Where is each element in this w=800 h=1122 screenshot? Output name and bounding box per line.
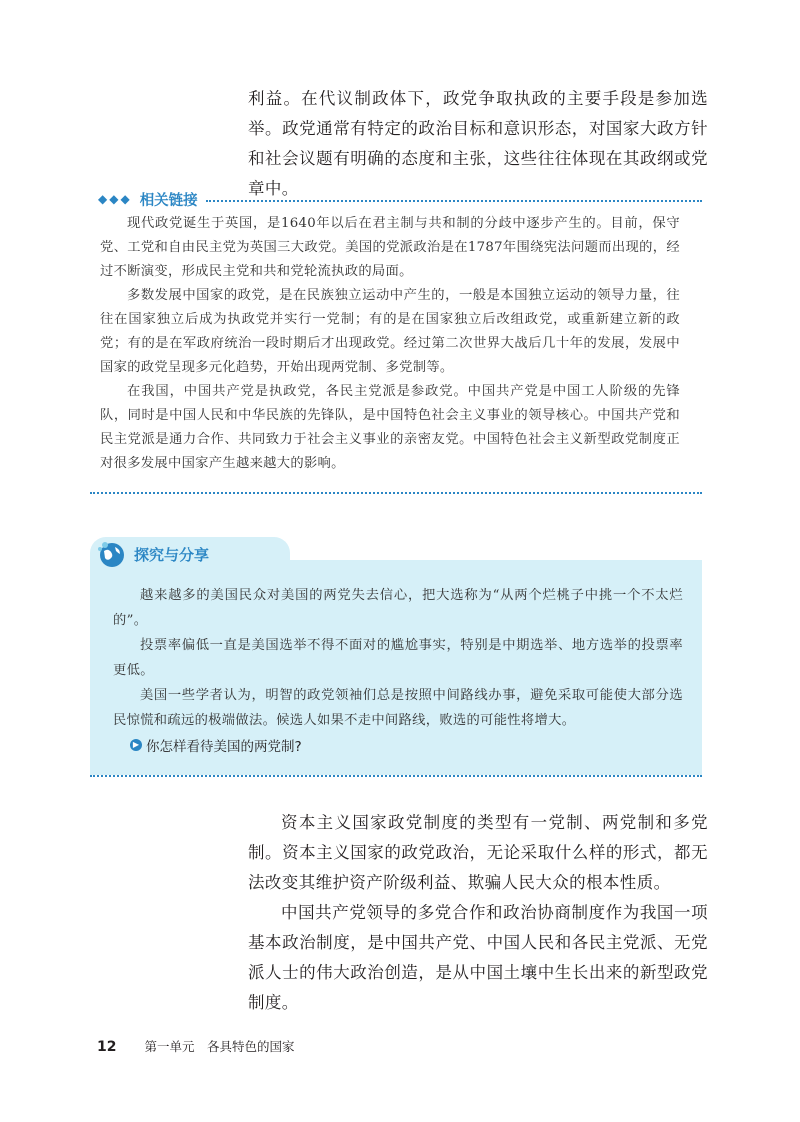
globe-chat-icon — [96, 539, 126, 569]
body-paragraph: 中国共产党领导的多党合作和政治协商制度作为我国一项基本政治制度，是中国共产党、中国人民和各民主党派、无党派人士的伟大政治创造，是从中国土壤中生长出来的新型政党制度。 — [248, 903, 708, 1012]
explore-question — [130, 735, 302, 755]
explore-bottom-divider — [90, 775, 702, 777]
related-link-header — [98, 188, 702, 210]
explore-paragraph: 投票率偏低一直是美国选举不得不面对的尴尬事实，特别是中期选举、地方选举的投票率更低。 — [113, 638, 683, 678]
top-paragraph: 利益。在代议制政体下，政党争取执政的主要手段是参加选举。政党通常有特定的政治目标和意识形态，对国家大政方针和社会议题有明确的态度和主张，这些往往体现在其政纲或党章中。 — [248, 89, 708, 198]
page-number: 12 — [97, 1039, 117, 1055]
explore-paragraph: 越来越多的美国民众对美国的两党失去信心，把大选称为“从两个烂桃子中挑一个不太烂的”。 — [113, 588, 683, 628]
explore-paragraph: 美国一些学者认为，明智的政党领袖们总是按照中间路线办事，避免采取可能使大部分选民惊慌和疏远的极端做法。候选人如果不走中间路线，败选的可能性将增大。 — [113, 688, 683, 728]
related-link-body — [100, 212, 680, 476]
bottom-text-block — [248, 808, 708, 1018]
unit-title: 第一单元 各具特色的国家 — [144, 1039, 295, 1054]
explore-share-body — [113, 583, 683, 733]
diamond-marker-icon: ◆◆◆ — [98, 192, 132, 206]
body-paragraph: 资本主义国家政党制度的类型有一党制、两党制和多党制。资本主义国家的政党政治，无论采取什么样的形式，都无法改变其维护资产阶级利益、欺骗人民大众的根本性质。 — [248, 813, 708, 892]
related-link-paragraph: 在我国，中国共产党是执政党，各民主党派是参政党。中国共产党是中国工人阶级的先锋队，同时是中国人民和中华民族的先锋队，是中国特色社会主义事业的领导核心。中国共产党和民主党派是通力合作、共同致力于社会主义事业的亲密友党。中国特色社会主义新型政党制度正对很多发展中国家产生越来越大的影响。 — [100, 384, 680, 471]
play-arrow-icon: ▶ — [130, 739, 142, 751]
dotted-divider — [206, 200, 702, 202]
page-footer — [97, 1037, 295, 1055]
related-link-paragraph: 多数发展中国家的政党，是在民族独立运动中产生的，一般是本国独立运动的领导力量，往往在国家独立后成为执政党并实行一党制；有的是在国家独立后改组政党，或重新建立新的政党；有的是在军政府统治一段时期后才出现政党。经过第二次世界大战后几十年的发展，发展中国家的政党呈现多元化趋势，开始出现两党制、多党制等。 — [100, 288, 680, 375]
related-link-bottom-divider — [90, 492, 702, 494]
related-link-title: 相关链接 — [139, 192, 198, 209]
explore-question-text: 你怎样看待美国的两党制? — [146, 739, 302, 755]
explore-share-title: 探究与分享 — [134, 546, 210, 564]
related-link-paragraph: 现代政党诞生于英国，是1640年以后在君主制与共和制的分歧中逐步产生的。目前，保守党、工党和自由民主党为英国三大政党。美国的党派政治是在1787年围绕宪法问题而出现的，经过不断演变，形成民主党和共和党轮流执政的局面。 — [100, 216, 680, 279]
